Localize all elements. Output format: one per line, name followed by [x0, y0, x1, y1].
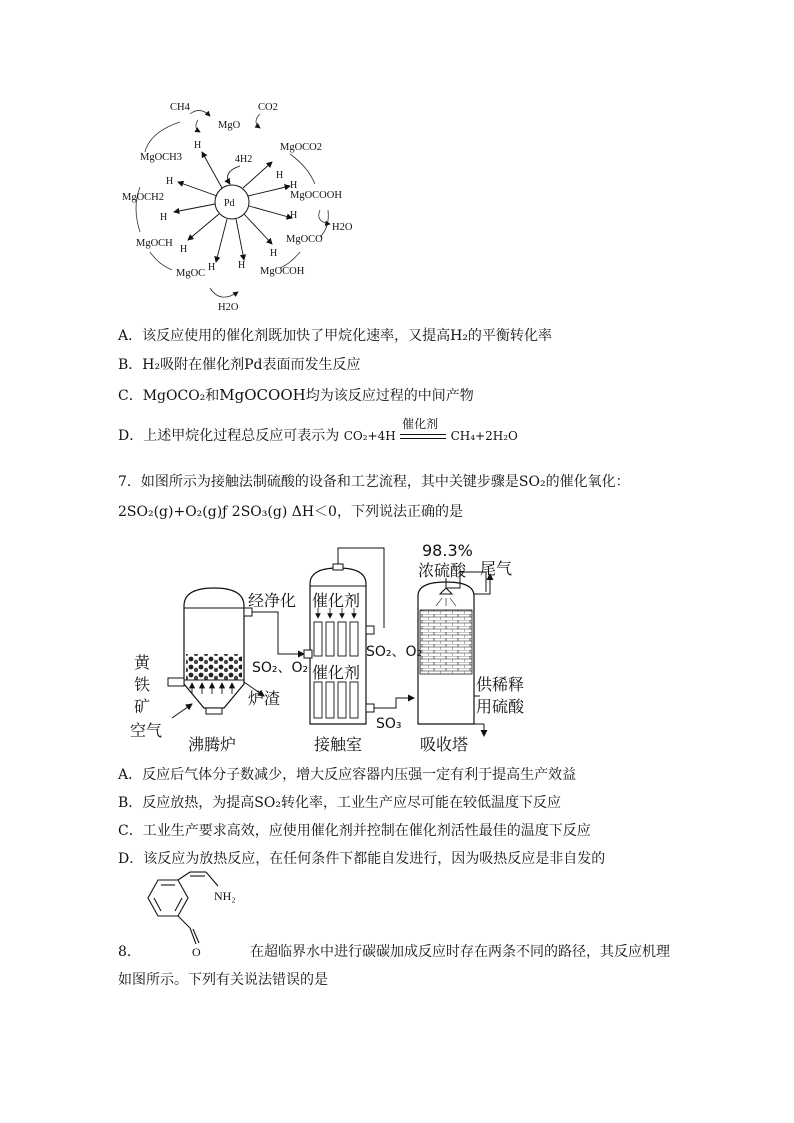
supply-dilute-label-2: 用硫酸: [476, 697, 525, 716]
conc-acid-label: 浓硫酸: [418, 561, 467, 580]
h-label: H: [166, 176, 174, 187]
so2-o2-label-chamber: SO₂、O₂: [366, 644, 423, 660]
contact-chamber-label: 接触室: [314, 735, 363, 754]
mgoch-label: MgOCH: [136, 238, 173, 249]
co2-label: CO2: [258, 102, 278, 113]
catalyst-upper-label: 催化剂: [312, 591, 361, 610]
furnace-label: 沸腾炉: [188, 735, 237, 754]
absorber-label: 吸收塔: [420, 735, 469, 754]
pyrite-label-2: 铁: [134, 675, 151, 694]
nh2-label: NH₂: [214, 889, 236, 903]
equation-condition: 催化剂: [402, 417, 439, 431]
q6-option-c: [118, 385, 474, 406]
q7-stem-line1: 7．如图所示为接触法制硫酸的设备和工艺流程，其中关键步骤是SO₂的催化氧化：: [118, 474, 630, 490]
pyrite-label-1: 黄: [134, 653, 151, 672]
catalyst-lower-label: 催化剂: [312, 663, 361, 682]
h-label: H: [160, 212, 168, 223]
q6-option-d-prefix: D．上述甲烷化过程总反应可表示为: [118, 428, 340, 444]
h2o-right-label: H2O: [332, 222, 353, 233]
mgoco-label: MgOCO: [286, 234, 323, 245]
purified-label: 经净化: [248, 591, 297, 610]
carbonyl-o-label: O: [192, 945, 201, 959]
equation-left: CO₂+4H: [343, 429, 396, 443]
pd-label: Pd: [224, 198, 235, 209]
q8-number: 8．: [118, 944, 141, 960]
methanation-cycle-diagram: [110, 92, 370, 317]
so3-label: SO₃: [376, 716, 402, 732]
mgoco2-label: MgOCO2: [280, 142, 323, 153]
four-h2-label: 4H2: [235, 154, 253, 165]
h-label: H: [208, 262, 216, 273]
q7-option-a: A．反应后气体分子数减少，增大反应容器内压强一定有利于提高生产效益: [118, 767, 577, 783]
h-label: H: [276, 170, 284, 181]
air-label: 空气: [130, 721, 163, 740]
so2-o2-label-furnace: SO₂、O₂: [252, 660, 309, 676]
slag-label: 炉渣: [248, 689, 281, 708]
h-label: H: [194, 140, 202, 151]
q7-option-d: D．该反应为放热反应，在任何条件下都能自发进行，因为吸热反应是非自发的: [118, 851, 606, 867]
mgoch2-label: MgOCH2: [122, 192, 165, 203]
contact-process-diagram: [128, 536, 548, 758]
equation-double-line: [400, 434, 446, 439]
q6-option-c-formula: MgOCOOH: [219, 386, 306, 404]
h-label: H: [238, 260, 246, 271]
q6-option-d: [118, 417, 518, 446]
tail-gas-label: 尾气: [480, 559, 513, 578]
q6-option-c-suffix: 均为该反应过程的中间产物: [305, 388, 474, 404]
q7-stem-line2: 2SO₂(g)+O₂(g)ƒ 2SO₃(g) ΔH＜0，下列说法正确的是: [118, 504, 463, 520]
h-label: H: [290, 180, 298, 191]
h-label: H: [270, 248, 278, 259]
q6-option-b: B．H₂吸附在催化剂Pd表面而发生反应: [118, 357, 361, 373]
acid-percent-label: 98.3%: [422, 541, 473, 560]
mgoc-label: MgOC: [176, 268, 206, 279]
pyrite-label-3: 矿: [134, 697, 151, 716]
q7-option-b: B．反应放热，为提高SO₂转化率，工业生产应尽可能在较低温度下反应: [118, 795, 561, 811]
mgo-label: MgO: [218, 120, 241, 131]
mgocoh-label: MgOCOH: [260, 266, 305, 277]
q6-option-c-prefix: C．MgOCO₂和: [118, 388, 220, 404]
h-label: H: [180, 244, 188, 255]
mgoch3-label: MgOCH3: [140, 152, 183, 163]
q8-stem-line1: 在超临界水中进行碳碳加成反应时存在两条不同的路径，其反应机理: [250, 944, 670, 960]
ch4-label: CH4: [170, 102, 190, 113]
h2o-bottom-label: H2O: [218, 302, 239, 313]
equation-right: CH₄+2H₂O: [450, 429, 518, 443]
aminostyryl-benzaldehyde-structure: [134, 868, 254, 960]
supply-dilute-label-1: 供稀释: [476, 675, 525, 694]
h-label: H: [290, 210, 298, 221]
q7-option-c: C．工业生产要求高效，应使用催化剂并控制在催化剂活性最佳的温度下反应: [118, 823, 591, 839]
mgocooh-label: MgOCOOH: [290, 190, 342, 201]
q8-stem-line2: 如图所示。下列有关说法错误的是: [118, 972, 328, 988]
contact-chamber: [304, 548, 414, 724]
q6-option-a: A．该反应使用的催化剂既加快了甲烷化速率，又提高H₂的平衡转化率: [118, 328, 552, 344]
